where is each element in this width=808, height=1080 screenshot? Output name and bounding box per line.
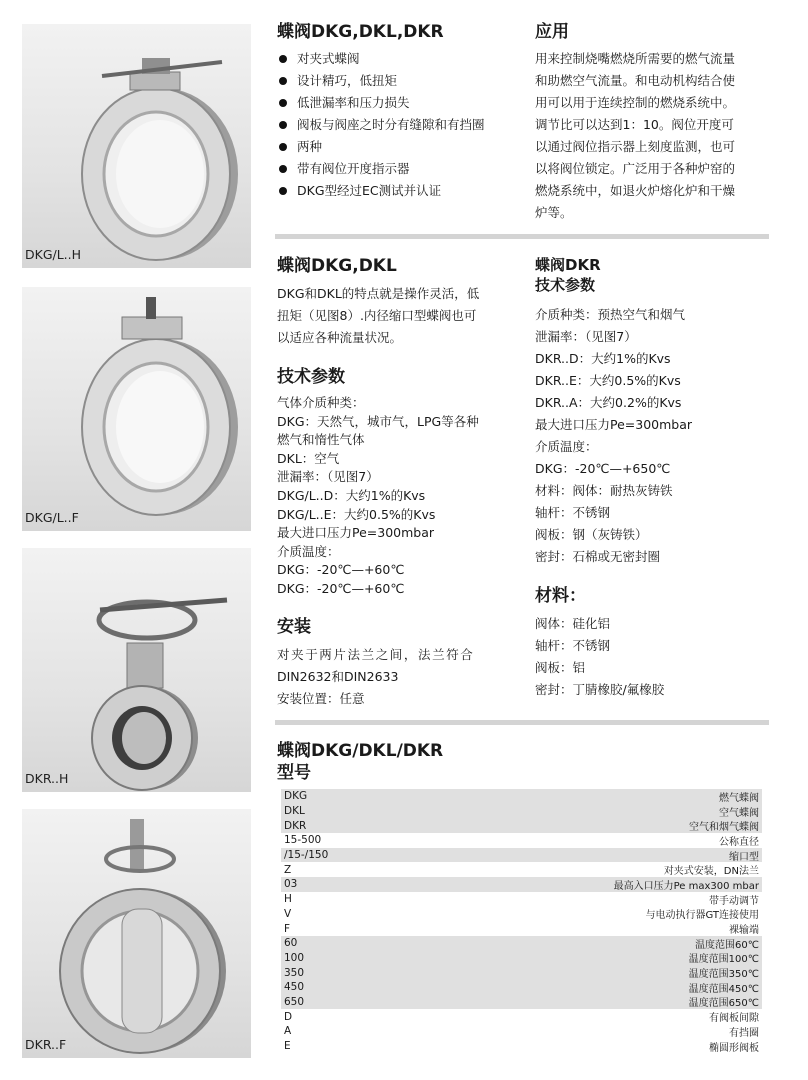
text-line: 用可以用于连续控制的燃烧系统中。 [535, 95, 736, 110]
list-item [277, 92, 527, 114]
text-line: DKG/L..D：大约1%的Kvs [277, 487, 426, 503]
text-line: 炉等。 [535, 205, 573, 220]
text-line: 和助燃空气流量。和电动机构结合使 [535, 73, 736, 88]
list-item-text: 两种 [297, 139, 323, 154]
type-description: 燃气蝶阀 [719, 792, 759, 804]
photo-dkg-l-h [22, 24, 251, 268]
list-item-text: 设计精巧，低扭矩 [297, 73, 398, 88]
valve-illustration [22, 548, 251, 792]
table-row [281, 907, 762, 922]
list-item [277, 48, 527, 70]
list-item-text: 带有阀位开度指示器 [297, 161, 410, 176]
text-line: DKG：-20℃—+60℃ [277, 580, 405, 596]
type-description: 公称直径 [719, 836, 759, 848]
table-row [281, 862, 762, 877]
type-description: 温度范围60℃ [695, 939, 759, 951]
list-item-text: 对夹式蝶阀 [297, 51, 360, 66]
text-line: 介质温度： [277, 543, 340, 559]
list-item [277, 180, 527, 202]
type-description: 空气蝶阀 [719, 807, 759, 819]
type-code: 60 [284, 937, 298, 950]
text-line: DKG和DKL的特点就是操作灵活，低 [277, 286, 480, 301]
bullet-icon [279, 55, 287, 63]
list-item [277, 70, 527, 92]
section-title: 蝶阀DKG/DKL/DKR [277, 741, 444, 761]
photo-caption: DKG/L..H [25, 247, 82, 262]
text-line: 材料：阀体：耐热灰铸铁 [535, 483, 673, 498]
text-line: 最大进口压力Pe=300mbar [277, 525, 435, 541]
text-line: 阀板：铝 [535, 660, 586, 675]
type-code: 15-500 [284, 834, 322, 847]
text-line: DKG：-20℃—+650℃ [535, 461, 671, 476]
text-line: DKR..D：大约1%的Kvs [535, 351, 671, 366]
section-title: 蝶阀DKG,DKL,DKR [277, 22, 444, 42]
valve-illustration [22, 809, 251, 1058]
text-line: 密封：石棉或无密封圈 [535, 549, 661, 564]
text-line: 轴杆：不锈钢 [535, 638, 611, 653]
subsection-title: 技术参数 [277, 367, 345, 387]
text-line: 介质种类：预热空气和烟气 [535, 307, 686, 322]
text-line: 泄漏率：（见图7） [277, 469, 379, 485]
type-description: 椭圆形阀板 [709, 1042, 759, 1054]
subsection-title: 材料： [535, 586, 586, 606]
bullet-icon [279, 77, 287, 85]
type-code: DKG [284, 790, 308, 803]
section-types [277, 740, 577, 784]
feature-list [277, 48, 527, 202]
list-item [277, 136, 527, 158]
text-line: 密封：丁腈橡胶/氟橡胶 [535, 682, 665, 697]
section-divider [275, 720, 769, 725]
subsection-title: 安装 [277, 616, 311, 637]
type-description: 与电动执行器GT连接使用 [645, 910, 759, 922]
table-row [281, 1039, 762, 1054]
type-description: 空气和烟气蝶阀 [689, 822, 759, 834]
table-row [281, 789, 762, 804]
bullet-icon [279, 99, 287, 107]
section-application [535, 21, 775, 224]
subsection-title: 技术参数 [535, 276, 596, 294]
type-description: 有挡圈 [729, 1027, 759, 1039]
section-divider [275, 234, 769, 239]
photo-dkr-f [22, 809, 251, 1058]
table-row [281, 1009, 762, 1024]
text-line: 调节比可以达到1：10。阀位开度可 [535, 117, 734, 132]
list-item-text: DKG型经过EC测试并认证 [297, 183, 442, 198]
valve-illustration [22, 287, 251, 531]
table-row [281, 1024, 762, 1039]
text-line: 对夹于两片法兰之间，法兰符合 [277, 646, 475, 662]
type-description: 对夹式安装，DN法兰 [663, 866, 759, 878]
section-title: 蝶阀DKG,DKL [277, 256, 397, 276]
subsection-title: 型号 [277, 763, 311, 783]
table-row [281, 818, 762, 833]
text-line: 气体介质种类： [277, 395, 365, 410]
type-code: 100 [284, 951, 305, 964]
text-line: 介质温度： [535, 439, 598, 454]
type-code: 650 [284, 995, 305, 1008]
text-line: 阀体：硅化铝 [535, 616, 611, 631]
type-code: H [284, 893, 292, 906]
type-code: F [284, 922, 291, 935]
text-line: DKL：空气 [277, 450, 340, 466]
type-code: Z [284, 863, 292, 876]
photo-caption: DKR..F [25, 1037, 67, 1052]
table-row [281, 980, 762, 995]
type-description: 温度范围100℃ [688, 954, 759, 966]
table-row [281, 921, 762, 936]
text-line: 扭矩（见图8）.内径缩口型蝶阀也可 [277, 308, 477, 323]
type-code: 450 [284, 981, 305, 994]
text-line: 安装位置：任意 [277, 690, 365, 706]
text-line: DKG/L..E：大约0.5%的Kvs [277, 506, 436, 522]
type-description: 温度范围450℃ [688, 983, 759, 995]
type-code: D [284, 1010, 293, 1023]
photo-dkr-h [22, 548, 251, 792]
list-item-text: 低泄漏率和压力损失 [297, 95, 410, 110]
list-item [277, 158, 527, 180]
photo-caption: DKR..H [25, 771, 69, 786]
valve-illustration [22, 24, 251, 268]
table-row [281, 951, 762, 966]
list-item-text: 阀板与阀座之时分有缝隙和有挡圈 [297, 117, 485, 132]
type-code: /15-/150 [284, 849, 329, 862]
text-line: 以将阀位锁定。广泛用于各种炉窑的 [535, 161, 736, 176]
type-code: E [284, 1040, 291, 1053]
table-row [281, 965, 762, 980]
type-description: 有阀板间隙 [709, 1013, 759, 1025]
type-description: 带手动调节 [709, 895, 759, 907]
section-title: 蝶阀DKR [535, 256, 601, 274]
text-line: 燃气和惰性气体 [277, 432, 365, 448]
table-row [281, 892, 762, 907]
text-line: 最大进口压力Pe=300mbar [535, 417, 693, 432]
text-line: DKR..A：大约0.2%的Kvs [535, 395, 682, 410]
type-description: 温度范围350℃ [688, 969, 759, 981]
table-row [281, 936, 762, 951]
text-line: 阀板：钢（灰铸铁） [535, 527, 648, 542]
list-item [277, 114, 527, 136]
section-dkr [535, 255, 775, 701]
text-line: DIN2632和DIN2633 [277, 668, 399, 684]
section-dkg-dkl [277, 255, 522, 710]
type-description: 温度范围650℃ [688, 998, 759, 1010]
text-line: DKG：天然气，城市气，LPG等各种 [277, 413, 479, 429]
type-code: DKR [284, 819, 307, 832]
table-row [281, 848, 762, 863]
text-line: DKR..E：大约0.5%的Kvs [535, 373, 681, 388]
type-description: 缩口型 [729, 851, 759, 863]
section-title: 应用 [535, 22, 569, 42]
bullet-icon [279, 165, 287, 173]
table-row [281, 877, 762, 892]
text-line: 泄漏率：（见图7） [535, 329, 637, 344]
section-overview [277, 21, 527, 202]
text-line: 以适应各种流量状况。 [277, 330, 403, 345]
table-row [281, 804, 762, 819]
photo-caption: DKG/L..F [25, 510, 79, 525]
bullet-icon [279, 187, 287, 195]
type-code-table [281, 789, 762, 1053]
text-line: 以通过阀位指示器上刻度监测，也可 [535, 139, 736, 154]
type-code: A [284, 1025, 292, 1038]
type-description: 最高入口压力Pe max300 mbar [613, 880, 759, 892]
type-code: V [284, 907, 292, 920]
text-line: 轴杆：不锈钢 [535, 505, 611, 520]
bullet-icon [279, 143, 287, 151]
table-row [281, 833, 762, 848]
type-code: DKL [284, 805, 305, 818]
type-description: 裸输端 [729, 925, 759, 937]
bullet-icon [279, 121, 287, 129]
text-line: 燃烧系统中，如退火炉熔化炉和干燥 [535, 183, 736, 198]
photo-dkg-l-f [22, 287, 251, 531]
table-row [281, 995, 762, 1010]
type-code: 350 [284, 966, 305, 979]
text-line: 用来控制烧嘴燃烧所需要的燃气流量 [535, 51, 736, 66]
type-code: 03 [284, 878, 298, 891]
text-line: DKG：-20℃—+60℃ [277, 562, 405, 578]
